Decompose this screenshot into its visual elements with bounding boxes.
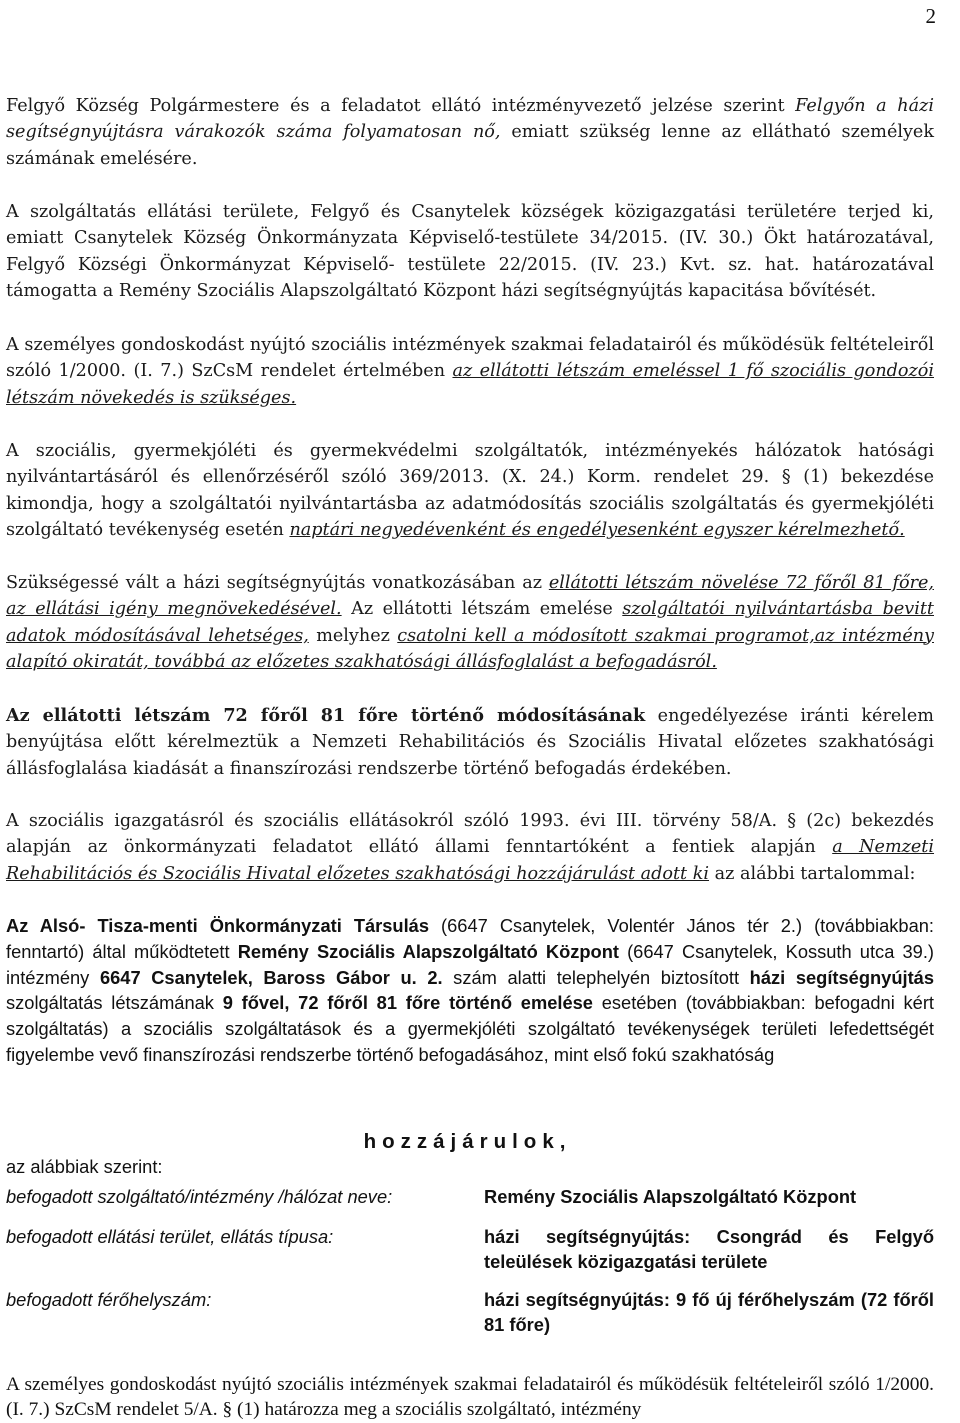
text-span: esetében (továbbiakban: befogadni kért szolgáltatás) a szociális szolgáltatások és a gyermekjóléti szolgáltató tevékenységek területi lefedettségét figyelembe vevő finanszírozási rendszerbe történő befogadásához, mint első fokú szakhatóság xyxy=(6,992,934,1065)
bold-span: 9 fővel, 72 főről 81 főre történő emelése xyxy=(222,992,593,1014)
row-label-capacity: befogadott férőhelyszám: xyxy=(6,1289,212,1310)
paragraph-necessity xyxy=(6,570,934,675)
row-value-capacity: házi segítségnyújtás: 9 fő új férőhelyszám (72 főről 81 főre) xyxy=(484,1289,934,1335)
paragraph-waiting-list xyxy=(6,93,934,172)
paragraph-request xyxy=(6,703,934,782)
underlined-italic-span: naptári negyedévenként és engedélyesenként egyszer kérelmezhető. xyxy=(289,519,905,540)
text-span: engedélyezése iránti kérelem benyújtása előtt kérelmeztük a Nemzeti Rehabilitációs és Szociális Hivatal előzetes szakhatósági állásfoglalása kiadását a finanszírozási rendszerbe történő befogadás érdekében. xyxy=(6,706,934,779)
text-span: Az ellátotti létszám emelése xyxy=(341,599,623,620)
text-span: (6647 Csanytelek, Kossuth utca 39.) intézmény xyxy=(6,940,934,988)
text-span: A szociális, gyermekjóléti és gyermekvédelmi szolgáltatók, intézményekés hálózatok hatósági nyilvántartásáról és ellenőrzéséről szóló 369/2013. (X. 24.) Korm. rendelet 29. § (1) bekezdése kimondja, hogy a szolgáltatói nyilvántartásba az adatmódosítás szociális szolgáltatás és gyermekjóléti szolgáltató tevékenység esetén xyxy=(6,441,934,540)
bold-span: házi segítségnyújtás xyxy=(749,966,934,988)
row-label-service-area: befogadott ellátási terület, ellátás típusa: xyxy=(6,1226,334,1247)
text-span: Szükségessé vált a házi segítségnyújtás vonatkozásában az xyxy=(6,573,549,593)
row-value-provider-name: Remény Szociális Alapszolgáltató Központ xyxy=(484,1186,857,1207)
page-number: 2 xyxy=(925,4,936,28)
underlined-italic-span: a Nemzeti Rehabilitációs és Szociális Hivatal előzetes szakhatósági hozzájárulást adott ki xyxy=(6,837,935,884)
text-span: szám alatti telephelyén biztosított xyxy=(442,966,750,988)
paragraph-association-details xyxy=(6,913,934,1068)
text-span: (6647 Csanytelek, Volentér János tér 2.) (továbbiakban: fenntartó) által működtetett xyxy=(6,915,934,962)
text-span: A személyes gondoskodást nyújtó szociális intézmények szakmai feladatairól és működésük feltételeiről szóló 1/2000. (I. 7.) SzCsM rendelet értelmében xyxy=(6,335,934,382)
row-label-provider-name: befogadott szolgáltató/intézmény /hálózat neve: xyxy=(6,1186,393,1207)
bold-span: Az ellátotti létszám 72 főről 81 főre történő módosításának xyxy=(6,705,646,726)
paragraph-decree-staffing xyxy=(6,332,934,411)
paragraph-service-area: A szolgáltatás ellátási területe, Felgyő és Csanytelek községek közigazgatási területére terjed ki, emiatt Csanytelek Község Önkormányzata Képviselő-testülete 34/2015. (IV. 30.) Ökt határozatával, Felgyő Községi Önkormányzat Képviselő- testülete 22/2015. (IV. 23.) Kvt. sz. hat. határozatával támogatta a Remény Szociális Alapszolgáltató Központ házi segítségnyújtás kapacitása bővítését. xyxy=(6,202,934,301)
text-span: emiatt szükség lenne az ellátható személyek számának emelésére. xyxy=(6,122,934,169)
paragraph-registry-decree xyxy=(6,438,934,543)
text-span: szolgáltatás létszámának xyxy=(6,992,223,1014)
underlined-italic-span: csatolni kell a módosított szakmai programot,az intézmény alapító okiratát, továbbá az előzetes szakhatósági állásfoglalást a befogadásról. xyxy=(6,625,934,672)
underlined-italic-span: az ellátotti létszám emeléssel 1 fő szociális gondozói létszám növekedés is szükséges. xyxy=(6,361,934,408)
italic-span: Felgyőn a házi segítségnyújtásra várakozók száma folyamatosan nő, xyxy=(6,96,934,143)
bold-span: Remény Szociális Alapszolgáltató Központ xyxy=(237,940,619,962)
bold-span: 6647 Csanytelek, Baross Gábor u. 2. xyxy=(99,966,443,988)
underlined-italic-span: szolgáltatói nyilvántartásba bevitt adatok módosításával lehetséges, xyxy=(6,599,934,646)
text-span: A szociális igazgatásról és szociális ellátásokról szóló 1993. évi III. törvény 58/A. § (2c) bekezdés alapján az önkormányzati feladatot ellátó állami fenntartóként a fentiek alapján xyxy=(6,811,934,858)
text-span: melyhez xyxy=(308,625,398,646)
decision-heading: hozzájárulok, xyxy=(363,1130,572,1153)
decision-intro: az alábbiak szerint: xyxy=(6,1156,163,1177)
paragraph-closing: A személyes gondoskodást nyújtó szociális intézmények szakmai feladatairól és működésük feltételeiről szóló 1/2000. (I. 7.) SzCsM rendelet 5/A. § (1) határozza meg a szociális szolgáltató, intézmény xyxy=(6,1374,934,1421)
row-value-service-area: házi segítségnyújtás: Csongrád és Felgyő teleülések közigazgatási területe xyxy=(484,1226,934,1272)
bold-span: Az Alsó- Tisza-menti Önkormányzati Társulás xyxy=(6,915,430,936)
text-span: Felgyő Község Polgármestere és a feladatot ellátó intézményvezető jelzése szerint xyxy=(6,96,796,116)
text-span: az alábbi tartalommal: xyxy=(709,863,916,884)
paragraph-legal-basis xyxy=(6,808,934,887)
underlined-italic-span: ellátotti létszám növelése 72 főről 81 főre, az ellátási igény megnövekedésével. xyxy=(6,573,934,620)
